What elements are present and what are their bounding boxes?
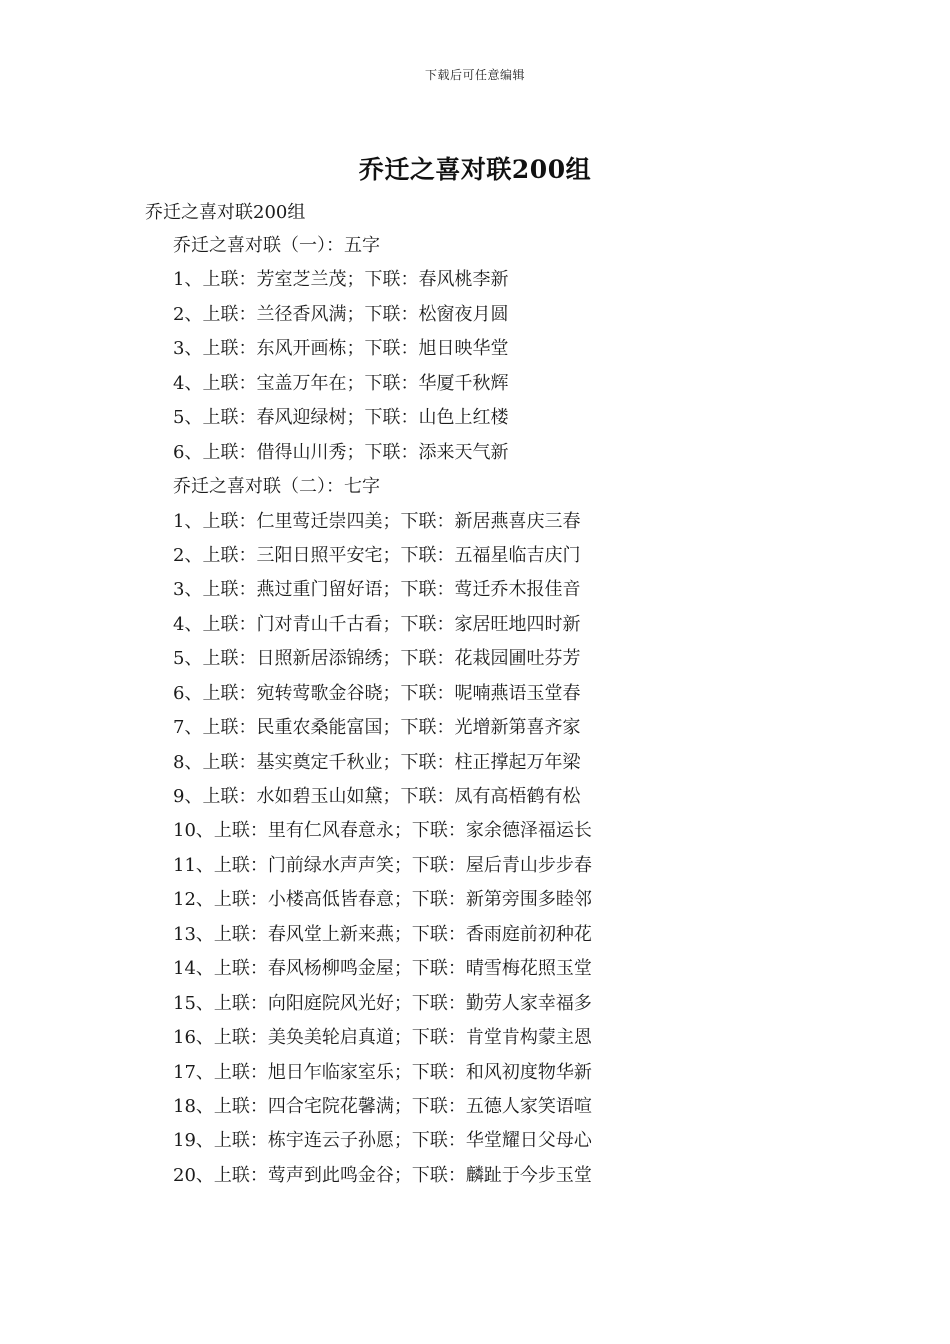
document-subtitle: 乔迁之喜对联200组 <box>145 202 306 223</box>
couplet-line: 17、上联：旭日乍临家室乐；下联：和风初度物华新 <box>173 1061 592 1083</box>
couplet-line: 12、上联：小楼高低皆春意；下联：新第旁围多睦邻 <box>173 889 592 911</box>
couplet-line: 6、上联：借得山川秀；下联：添来天气新 <box>173 441 509 463</box>
couplet-line: 9、上联：水如碧玉山如黛；下联：凤有高梧鹤有松 <box>173 786 581 807</box>
couplet-line: 11、上联：门前绿水声声笑；下联：屋后青山步步春 <box>173 854 592 876</box>
couplet-line: 19、上联：栋宇连云子孙愿；下联：华堂耀日父母心 <box>173 1130 592 1152</box>
couplet-line: 1、上联：芳室芝兰茂；下联：春风桃李新 <box>173 269 509 291</box>
couplet-line: 5、上联：日照新居添锦绣；下联：花栽园圃吐芬芳 <box>173 648 581 670</box>
couplet-line: 15、上联：向阳庭院风光好；下联：勤劳人家幸福多 <box>173 992 592 1014</box>
couplet-line: 13、上联：春风堂上新来燕；下联：香雨庭前初种花 <box>173 923 592 945</box>
couplet-line: 16、上联：美奂美轮启真道；下联：肯堂肯构蒙主恩 <box>173 1027 592 1049</box>
document-title: 乔迁之喜对联200组 <box>358 155 592 184</box>
section-heading: 乔迁之喜对联（二）：七字 <box>173 476 380 498</box>
couplet-line: 18、上联：四合宅院花馨满；下联：五德人家笑语喧 <box>173 1095 592 1117</box>
couplet-line: 4、上联：宝盖万年在；下联：华厦千秋辉 <box>173 372 509 394</box>
couplet-line: 7、上联：民重农桑能富国；下联：光增新第喜齐家 <box>173 717 581 739</box>
couplet-line: 10、上联：里有仁风春意永；下联：家余德泽福运长 <box>173 820 592 842</box>
couplet-line: 14、上联：春风杨柳鸣金屋；下联：晴雪梅花照玉堂 <box>173 958 592 980</box>
couplet-line: 6、上联：宛转莺歌金谷晓；下联：呢喃燕语玉堂春 <box>173 682 581 704</box>
couplet-line: 4、上联：门对青山千古看；下联：家居旺地四时新 <box>173 613 581 635</box>
couplet-line: 1、上联：仁里莺迁崇四美；下联：新居燕喜庆三春 <box>173 510 581 532</box>
couplet-line: 2、上联：三阳日照平安宅；下联：五福星临吉庆门 <box>173 544 581 566</box>
couplet-line: 20、上联：莺声到此鸣金谷；下联：麟趾于今步玉堂 <box>173 1164 592 1186</box>
couplet-list <box>173 232 873 1196</box>
couplet-line: 3、上联：东风开画栋；下联：旭日映华堂 <box>173 338 509 360</box>
couplet-line: 8、上联：基实奠定千秋业；下联：柱正撑起万年梁 <box>173 751 581 773</box>
couplet-line: 3、上联：燕过重门留好语；下联：莺迁乔木报佳音 <box>173 579 581 601</box>
section-heading: 乔迁之喜对联（一）：五字 <box>173 235 380 256</box>
couplet-line: 2、上联：兰径香风满；下联：松窗夜月圆 <box>173 303 509 325</box>
couplet-line: 5、上联：春风迎绿树；下联：山色上红楼 <box>173 407 509 429</box>
page-header-note: 下载后可任意编辑 <box>424 68 525 82</box>
